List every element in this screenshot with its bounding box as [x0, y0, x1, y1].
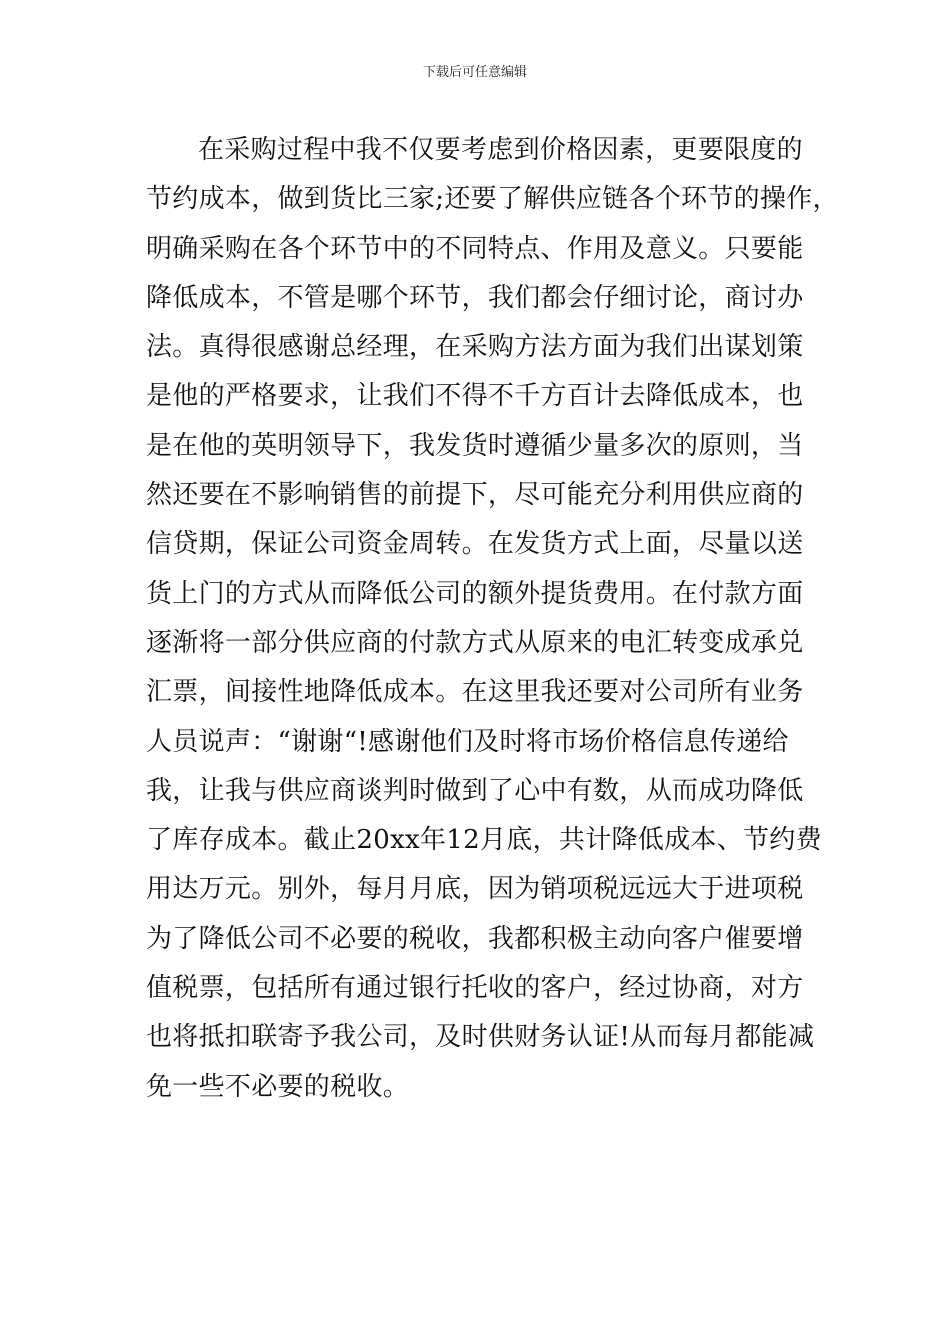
text-line: 值税票，包括所有通过银行托收的客户，经过协商，对方	[146, 973, 804, 1004]
text-line: 了库存成本。截止20xx年12月底，共计降低成本、节约费	[146, 825, 822, 856]
text-line: 然还要在不影响销售的前提下，尽可能充分利用供应商的	[146, 480, 804, 511]
page-header: 下载后可任意编辑	[422, 65, 527, 80]
text-line: 降低成本，不管是哪个环节，我们都会仔细讨论，商讨办	[146, 282, 804, 313]
text-line: 人员说声：“谢谢“!感谢他们及时将市场价格信息传递给	[146, 726, 789, 757]
text-line: 汇票，间接性地降低成本。在这里我还要对公司所有业务	[146, 677, 804, 708]
text-line: 法。真得很感谢总经理，在采购方法方面为我们出谋划策	[146, 332, 804, 363]
text-line: 用达万元。别外，每月月底，因为销项税远远大于进项税	[146, 874, 804, 905]
text-line: 我，让我与供应商谈判时做到了心中有数，从而成功降低	[146, 775, 804, 806]
text-line: 节约成本，做到货比三家;还要了解供应链各个环节的操作，	[146, 184, 839, 215]
text-line: 免一些不必要的税收。	[146, 1071, 410, 1102]
text-line: 是他的严格要求，让我们不得不千方百计去降低成本，也	[146, 381, 804, 412]
text-line: 逐渐将一部分供应商的付款方式从原来的电汇转变成承兑	[146, 627, 804, 658]
body-paragraph	[146, 126, 839, 1112]
text-line: 在采购过程中我不仅要考虑到价格因素，更要限度的	[198, 135, 803, 165]
text-line: 也将抵扣联寄予我公司，及时供财务认证!从而每月都能减	[146, 1022, 815, 1053]
text-line: 为了降低公司不必要的税收，我都积极主动向客户催要增	[146, 923, 804, 954]
text-line: 是在他的英明领导下，我发货时遵循少量多次的原则，当	[146, 430, 804, 461]
text-line: 明确采购在各个环节中的不同特点、作用及意义。只要能	[146, 233, 804, 264]
text-line: 信贷期，保证公司资金周转。在发货方式上面，尽量以送	[146, 529, 804, 560]
text-line: 货上门的方式从而降低公司的额外提货费用。在付款方面	[146, 578, 804, 609]
